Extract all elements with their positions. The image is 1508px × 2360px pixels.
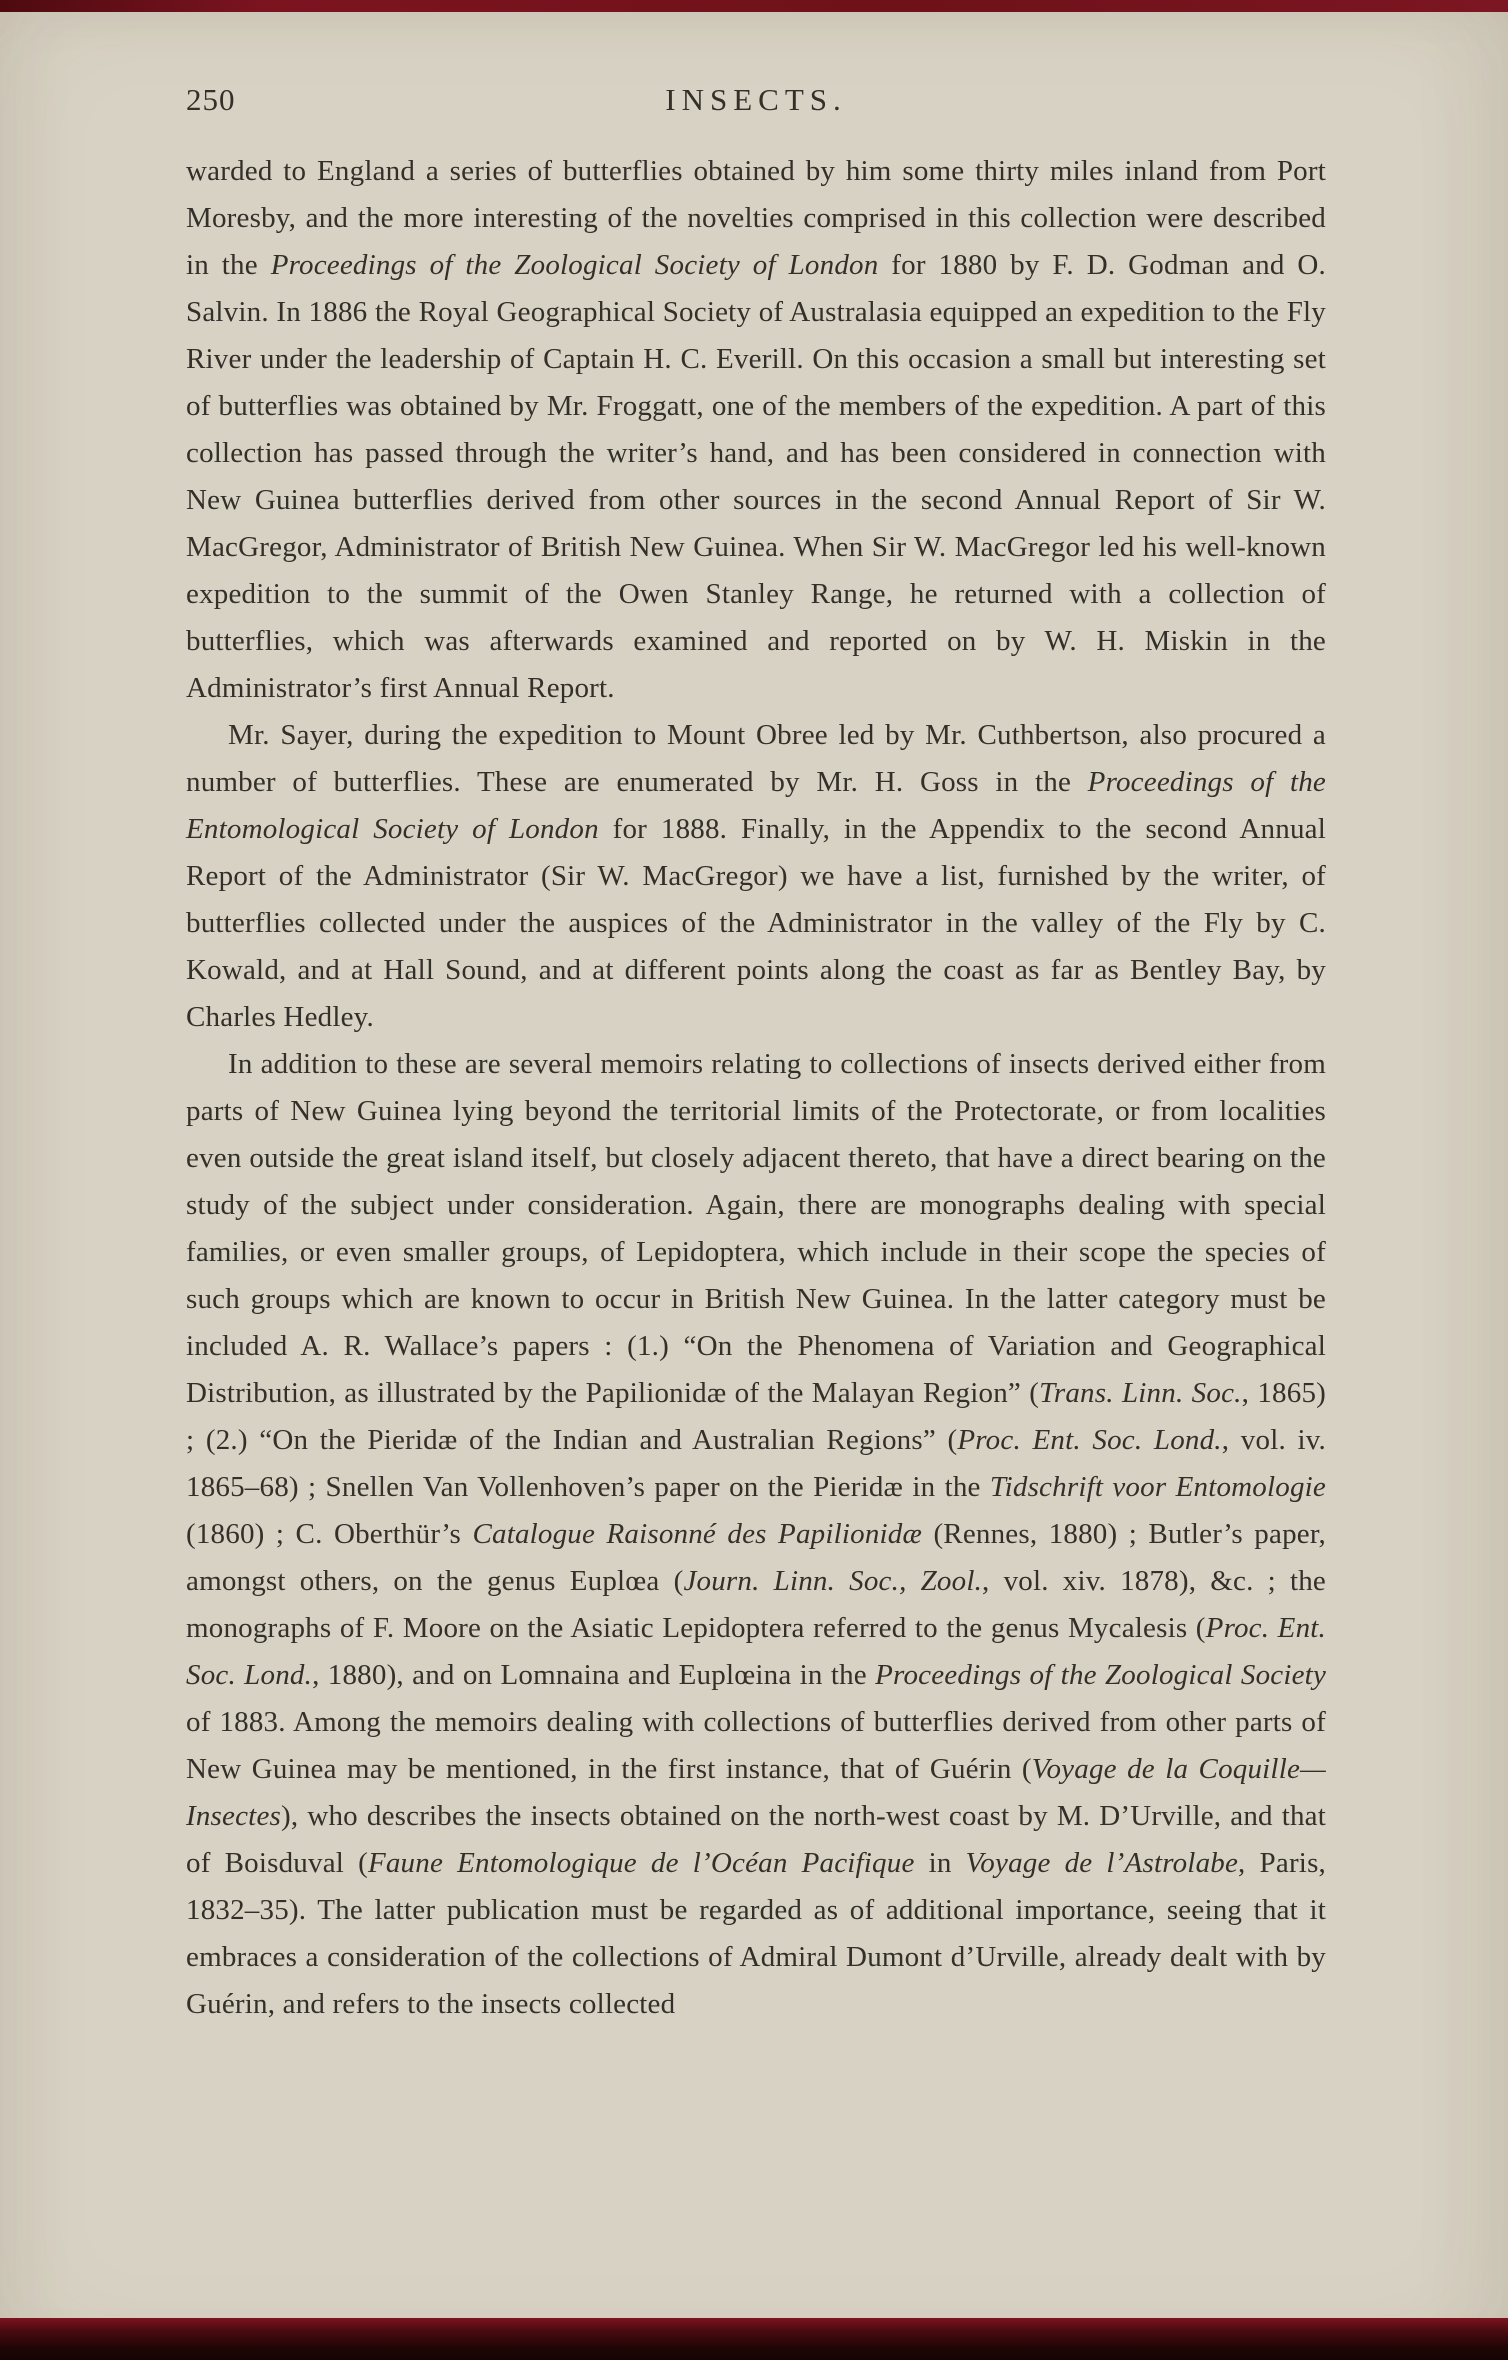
italic-text-run: Journ. Linn. Soc., Zool. [683, 1565, 983, 1597]
italic-text-run: Faune Entomologique de l’Océan Pacifique [367, 1847, 915, 1879]
text-run: (1860) ; C. Oberthür’s [186, 1518, 473, 1550]
text-run: for 1880 by F. D. Godman and O. Salvin. In 1886 the Royal Geographical Society of Australasia equipped an expedition to the Fly River under the leadership of Captain H. C. Everill. On this occasion a small but interesting set of butterflies was obtained by Mr. Froggatt, one of the members of the expedition. A part of this collection has passed through the writer’s hand, and has been considered in connection with New Guinea butterflies derived from other sources in the second Annual Report of Sir W. MacGregor, Administrator of British New Guinea. When Sir W. MacGregor led his well-known expedition to the summit of the Owen Stanley Range, he returned with a collection of butterflies, which was afterwards examined and reported on by W. H. Miskin in the Administrator’s first Annual Report. [186, 249, 1326, 704]
italic-text-run: Proceedings of the Zoological Society [875, 1659, 1327, 1691]
italic-text-run: Proceedings of the Zoological Society of London [270, 249, 879, 281]
paragraph [186, 712, 1326, 1041]
text-run: , Paris, 1832–35). The latter publication must be regarded as of additional importance, seeing that it embraces a consideration of the collections of Admiral Dumont d’Urville, already dealt with by Guérin, and refers to the insects collected [186, 1847, 1326, 2020]
italic-text-run: Proc. Ent. Soc. Lond. [957, 1424, 1222, 1456]
text-block [186, 74, 1326, 2028]
italic-text-run: Trans. Linn. Soc. [1039, 1377, 1242, 1409]
text-run: (Rennes, 1880) ; Butler’s paper, amongst others, on the genus Euplœa ( [186, 1518, 1326, 1597]
paragraph [186, 148, 1326, 712]
scan-edge-bottom [0, 2318, 1508, 2360]
text-run: warded to England a series of butterflies obtained by him some thirty miles inland from Port Moresby, and the more interesting of the novelties comprised in this collection were described in the [186, 155, 1326, 281]
text-run: , vol. xiv. 1878), &c. ; the monographs of F. Moore on the Asiatic Lepidoptera referred to the genus Mycalesis ( [186, 1565, 1327, 1644]
text-run: , vol. iv. 1865–68) ; Snellen Van Vollenhoven’s paper on the Pieridæ in the [186, 1424, 1326, 1503]
italic-text-run: Proceedings of the Entomological Society of London [186, 766, 1326, 845]
text-run: for 1888. Finally, in the Appendix to the second Annual Report of the Administrator (Sir W. MacGregor) we have a list, furnished by the writer, of butterflies collected under the auspices of the Administrator in the valley of the Fly by C. Kowald, and at Hall Sound, and at different points along the coast as far as Bentley Bay, by Charles Hedley. [186, 813, 1326, 1033]
text-run: , 1880), and on Lomnaina and Euplœina in the [312, 1659, 876, 1691]
italic-text-run: Voyage de la Coquille—Insectes [186, 1753, 1327, 1832]
italic-text-run: Tidschrift voor Entomologie [989, 1471, 1326, 1503]
italic-text-run: Catalogue Raisonné des Papilionidæ [472, 1518, 923, 1550]
text-run: Mr. Sayer, during the expedition to Mount Obree led by Mr. Cuthbertson, also procured a number of butterflies. These are enumerated by Mr. H. Goss in the [186, 719, 1326, 798]
italic-text-run: Proc. Ent. Soc. Lond. [186, 1612, 1326, 1691]
page-body [186, 148, 1326, 2028]
text-run: In addition to these are several memoirs relating to collections of insects derived either from parts of New Guinea lying beyond the territorial limits of the Protectorate, or from localities even outside the great island itself, but closely adjacent thereto, that have a direct bearing on the study of the subject under consideration. Again, there are monographs dealing with special families, or even smaller groups, of Lepidoptera, which include in their scope the species of such groups which are known to occur in British New Guinea. In the latter category must be included A. R. Wallace’s papers : (1.) “On the Phenomena of Variation and Geographical Distribution, as illustrated by the Papilionidæ of the Malayan Region” ( [186, 1048, 1326, 1409]
paragraph [186, 1041, 1326, 2028]
page-title: INSECTS. [665, 82, 847, 117]
page-header [186, 74, 1326, 130]
scan-edge-top [0, 0, 1508, 12]
text-run: in [914, 1847, 966, 1879]
text-run: , 1865) ; (2.) “On the Pieridæ of the Indian and Australian Regions” ( [186, 1377, 1326, 1456]
text-run: of 1883. Among the memoirs dealing with collections of butterflies derived from other parts of New Guinea may be mentioned, in the first instance, that of Guérin ( [186, 1706, 1326, 1785]
page-number: 250 [186, 82, 236, 117]
italic-text-run: Voyage de l’Astrolabe [965, 1847, 1239, 1879]
text-run: ), who describes the insects obtained on the north-west coast by M. D’Urville, and that of Boisduval ( [186, 1800, 1326, 1879]
